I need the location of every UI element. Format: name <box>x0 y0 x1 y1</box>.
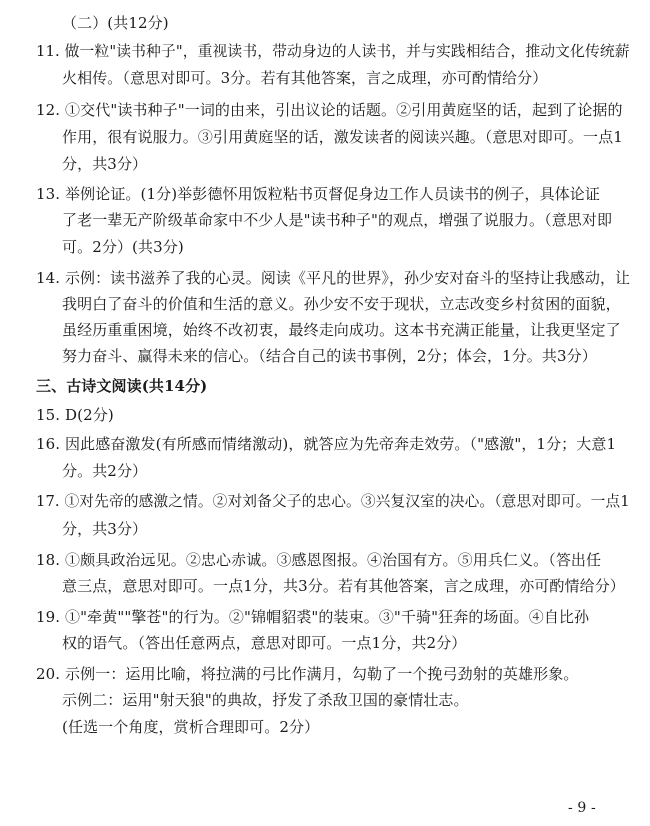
answer-16-line-1: 16. 因此感奋激发(有所感而情绪激动)，就答应为先帝奔走效劳。（"感激"，1分；大意1 <box>36 435 617 453</box>
answer-13-line-3: 可。2分）(共3分) <box>62 238 184 256</box>
answer-16-line-2: 分。共2分） <box>62 462 148 480</box>
answer-11-line-2: 火相传。（意思对即可。3分。若有其他答案，言之成理，亦可酌情给分） <box>62 69 548 87</box>
answer-20-note: (任选一个角度，赏析合理即可。2分） <box>62 718 320 736</box>
answer-13-line-1: 13. 举例论证。(1分)举彭德怀用饭粒粘书页督促身边工作人员读书的例子，具体论证 <box>36 185 600 203</box>
answer-11-line-1: 11. 做一粒"读书种子"，重视读书，带动身边的人读书，并与实践相结合，推动文化传统薪 <box>36 43 630 60</box>
answer-18-line-1: 18. ①颇具政治远见。②忠心赤诚。③感恩图报。④治国有方。⑤用兵仁义。（答出任 <box>36 551 602 569</box>
answer-14-line-2: 我明白了奋斗的价值和生活的意义。孙少安不安于现状，立志改变乡村贫困的面貌， <box>62 295 621 313</box>
answer-15: 15. D(2分) <box>36 406 114 424</box>
answer-19-line-2: 权的语气。（答出任意两点，意思对即可。一点1分，共2分） <box>62 634 467 652</box>
answer-18-line-2: 意三点，意思对即可。一点1分，共3分。若有其他答案，言之成理，亦可酌情给分） <box>62 577 625 595</box>
answer-17-line-1: 17. ①对先帝的感激之情。②对刘备父子的忠心。③兴复汉室的决心。（意思对即可。一点1 <box>36 493 630 510</box>
answer-19-line-1: 19. ①"牵黄""擎苍"的行为。②"锦帽貂裘"的装束。③"千骑"狂奔的场面。④自比孙 <box>36 608 590 626</box>
section-2-heading: （二）(共12分) <box>62 14 169 32</box>
answer-14-line-4: 努力奋斗、赢得未来的信心。（结合自己的读书事例，2分；体会，1分。共3分） <box>62 347 597 365</box>
answer-12-line-1: 12. ①交代"读书种子"一词的由来，引出议论的话题。②引用黄庭坚的话，起到了论据的 <box>36 101 623 119</box>
answer-14-line-3: 虽经历重重困境，始终不改初衷，最终走向成功。这本书充满正能量，让我更坚定了 <box>62 321 621 339</box>
section-3-heading: 三、古诗文阅读(共14分) <box>36 377 208 395</box>
answer-12-line-3: 分，共3分） <box>62 155 148 173</box>
answer-20-example-1: 20. 示例一：运用比喻，将拉满的弓比作满月，勾勒了一个挽弓劲射的英雄形象。 <box>36 665 579 683</box>
answer-20-example-2: 示例二：运用"射天狼"的典故，抒发了杀敌卫国的豪情壮志。 <box>62 691 469 709</box>
answer-12-line-2: 作用，很有说服力。③引用黄庭坚的话，激发读者的阅读兴趣。（意思对即可。一点1 <box>62 128 623 146</box>
answer-13-line-2: 了老一辈无产阶级革命家中不少人是"读书种子"的观点，增强了说服力。（意思对即 <box>62 211 613 229</box>
answer-17-line-2: 分，共3分） <box>62 520 148 538</box>
page-number: - 9 - <box>568 800 596 816</box>
answer-14-line-1: 14. 示例：读书滋养了我的心灵。阅读《平凡的世界》，孙少安对奋斗的坚持让我感动，让 <box>36 269 631 287</box>
